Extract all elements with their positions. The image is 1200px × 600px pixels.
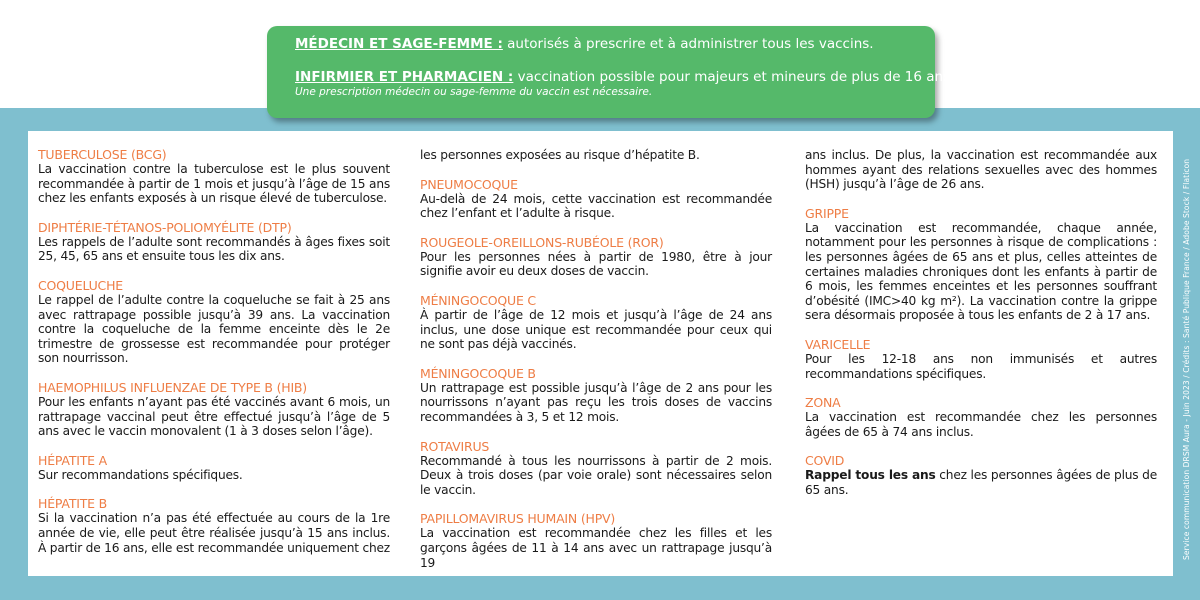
section-hpv [420, 511, 772, 570]
section-title: ROUGEOLE-OREILLONS-RUBÉOLE (ROR) [420, 234, 664, 250]
prescription-info-box [267, 26, 955, 118]
section-tuberculose [38, 147, 390, 206]
info-text-infirmier: vaccination possible pour majeurs et mineurs de plus de 16 ans. [513, 69, 955, 85]
section-text: Recommandé à tous les nourrissons à partir de 2 mois. Deux à trois doses (par voie orale) sont nécessaires selon le vaccin. [420, 453, 772, 497]
section-title: MÉNINGOCOQUE B [420, 365, 536, 381]
section-title: DIPHTÉRIE-TÉTANOS-POLIOMYÉLITE (DTP) [38, 219, 292, 235]
section-text: Au-delà de 24 mois, cette vaccination est recommandée chez l’enfant et l’adulte à risque. [420, 191, 772, 221]
column-1 [38, 147, 390, 569]
info-label-infirmier: INFIRMIER ET PHARMACIEN : [295, 69, 514, 85]
section-hepatite-b [38, 496, 390, 555]
section-text: Un rattrapage est possible jusqu’à l’âge de 2 ans pour les nourrissons n’ayant pas reçu les trois doses de vaccins recommandées à 3, 5 et 12 mois. [420, 380, 772, 424]
section-title: ZONA [805, 395, 841, 411]
section-covid [805, 453, 1157, 497]
section-title: HÉPATITE A [38, 452, 107, 468]
section-title: GRIPPE [805, 205, 849, 221]
section-hib [38, 380, 390, 439]
info-line-medecin [295, 35, 935, 53]
section-meningocoque-b [420, 366, 772, 425]
section-hpv-continued [805, 148, 1157, 192]
section-title: TUBERCULOSE (BCG) [38, 147, 167, 162]
section-text [805, 468, 1157, 497]
section-text: les personnes exposées au risque d’hépatite B. [420, 148, 700, 162]
covid-highlight: Rappel tous les ans [805, 468, 936, 483]
section-text: La vaccination est recommandée, chaque année, notamment pour les personnes à risque de complications : les personnes âgées de 65 ans et plus, celles atteintes de certaines maladies chroniques dont les enfants à partir de 6 mois, les femmes enceintes et les personnes souffrant d’obésité (IMC>40 kg m²). La vaccination contre la grippe sera désormais proposée à tous les enfants de 2 à 17 ans. [805, 220, 1157, 323]
section-hepatite-a [38, 453, 390, 483]
section-text: Pour les personnes nées à partir de 1980, être à jour signifie avoir eu deux doses de vaccin. [420, 249, 772, 279]
section-text: Pour les 12-18 ans non immunisés et autres recommandations spécifiques. [805, 351, 1157, 381]
section-title: COVID [805, 453, 845, 469]
section-title: PNEUMOCOQUE [420, 176, 518, 192]
section-title: VARICELLE [805, 336, 871, 352]
section-title: MÉNINGOCOQUE C [420, 292, 536, 308]
section-text: Pour les enfants n’ayant pas été vaccinés avant 6 mois, un rattrapage vaccinal peut être effectué jusqu’à l’âge de 5 ans avec le vaccin monovalent (1 à 3 doses selon l’âge). [38, 394, 390, 439]
section-title: ROTAVIRUS [420, 438, 490, 454]
section-grippe [805, 206, 1157, 323]
info-label-medecin: MÉDECIN ET SAGE-FEMME : [295, 36, 503, 52]
section-text: Sur recommandations spécifiques. [38, 467, 243, 482]
section-text: Les rappels de l’adulte sont recommandés à âges fixes soit 25, 45, 65 ans et ensuite tous les dix ans. [38, 234, 390, 264]
info-note: Une prescription médecin ou sage-femme du vaccin est nécessaire. [295, 86, 653, 98]
section-ror [420, 235, 772, 279]
section-title: HÉPATITE B [38, 496, 108, 512]
section-text: La vaccination contre la tuberculose est le plus souvent recommandée à partir de 1 mois et jusqu’à l’âge de 15 ans chez les enfants exposés à un risque élevé de tuberculose. [38, 162, 390, 206]
section-text: Si la vaccination n’a pas été effectuée au cours de la 1re année de vie, elle peut être réalisée jusqu’à 15 ans inclus. À partir de 16 ans, elle est recommandée uniquement chez [38, 511, 391, 555]
section-title: HAEMOPHILUS INFLUENZAE DE TYPE B (HIB) [38, 379, 307, 395]
section-zona [805, 395, 1157, 439]
section-dtp [38, 220, 390, 264]
section-text: La vaccination est recommandée chez les filles et les garçons âgées de 11 à 14 ans avec un rattrapage jusqu’à 19 [420, 526, 772, 570]
info-text-medecin: autorisés à prescrire et à administrer tous les vaccins. [502, 36, 874, 52]
column-3 [805, 148, 1157, 512]
section-hepatite-b-continued [420, 148, 772, 163]
section-text: Le rappel de l’adulte contre la coqueluche se fait à 25 ans avec rattrapage possible jusqu’à 39 ans. La vaccination contre la coqueluche de la femme enceinte dès le 2e trimestre de grossesse est recommandée pour protéger son nourrisson. [38, 292, 390, 366]
info-line-infirmier [295, 68, 955, 86]
section-rotavirus [420, 439, 772, 498]
credits-text: Service communication DRSM Aura - Juin 2023 / Crédits : Santé Publique France / Adobe Stock / Flaticon [1182, 158, 1191, 560]
section-coqueluche [38, 278, 390, 366]
vaccines-panel [28, 131, 1173, 576]
covid-text: chez les personnes âgées de plus de 65 ans. [805, 468, 1157, 497]
section-pneumocoque [420, 177, 772, 221]
section-meningocoque-c [420, 293, 772, 352]
section-text: À partir de l’âge de 12 mois et jusqu’à l’âge de 24 ans inclus, une dose unique est recommandée pour ceux qui ne sont pas déjà vaccinés. [420, 307, 772, 352]
column-2 [420, 148, 772, 584]
section-text: La vaccination est recommandée chez les personnes âgées de 65 à 74 ans inclus. [805, 410, 1157, 439]
section-title: PAPILLOMAVIRUS HUMAIN (HPV) [420, 511, 616, 527]
section-varicelle [805, 337, 1157, 381]
section-text: ans inclus. De plus, la vaccination est recommandée aux hommes ayant des relations sexuelles avec des hommes (HSH) jusqu’à l’âge de 26 ans. [805, 148, 1157, 192]
section-title: COQUELUCHE [38, 277, 123, 293]
